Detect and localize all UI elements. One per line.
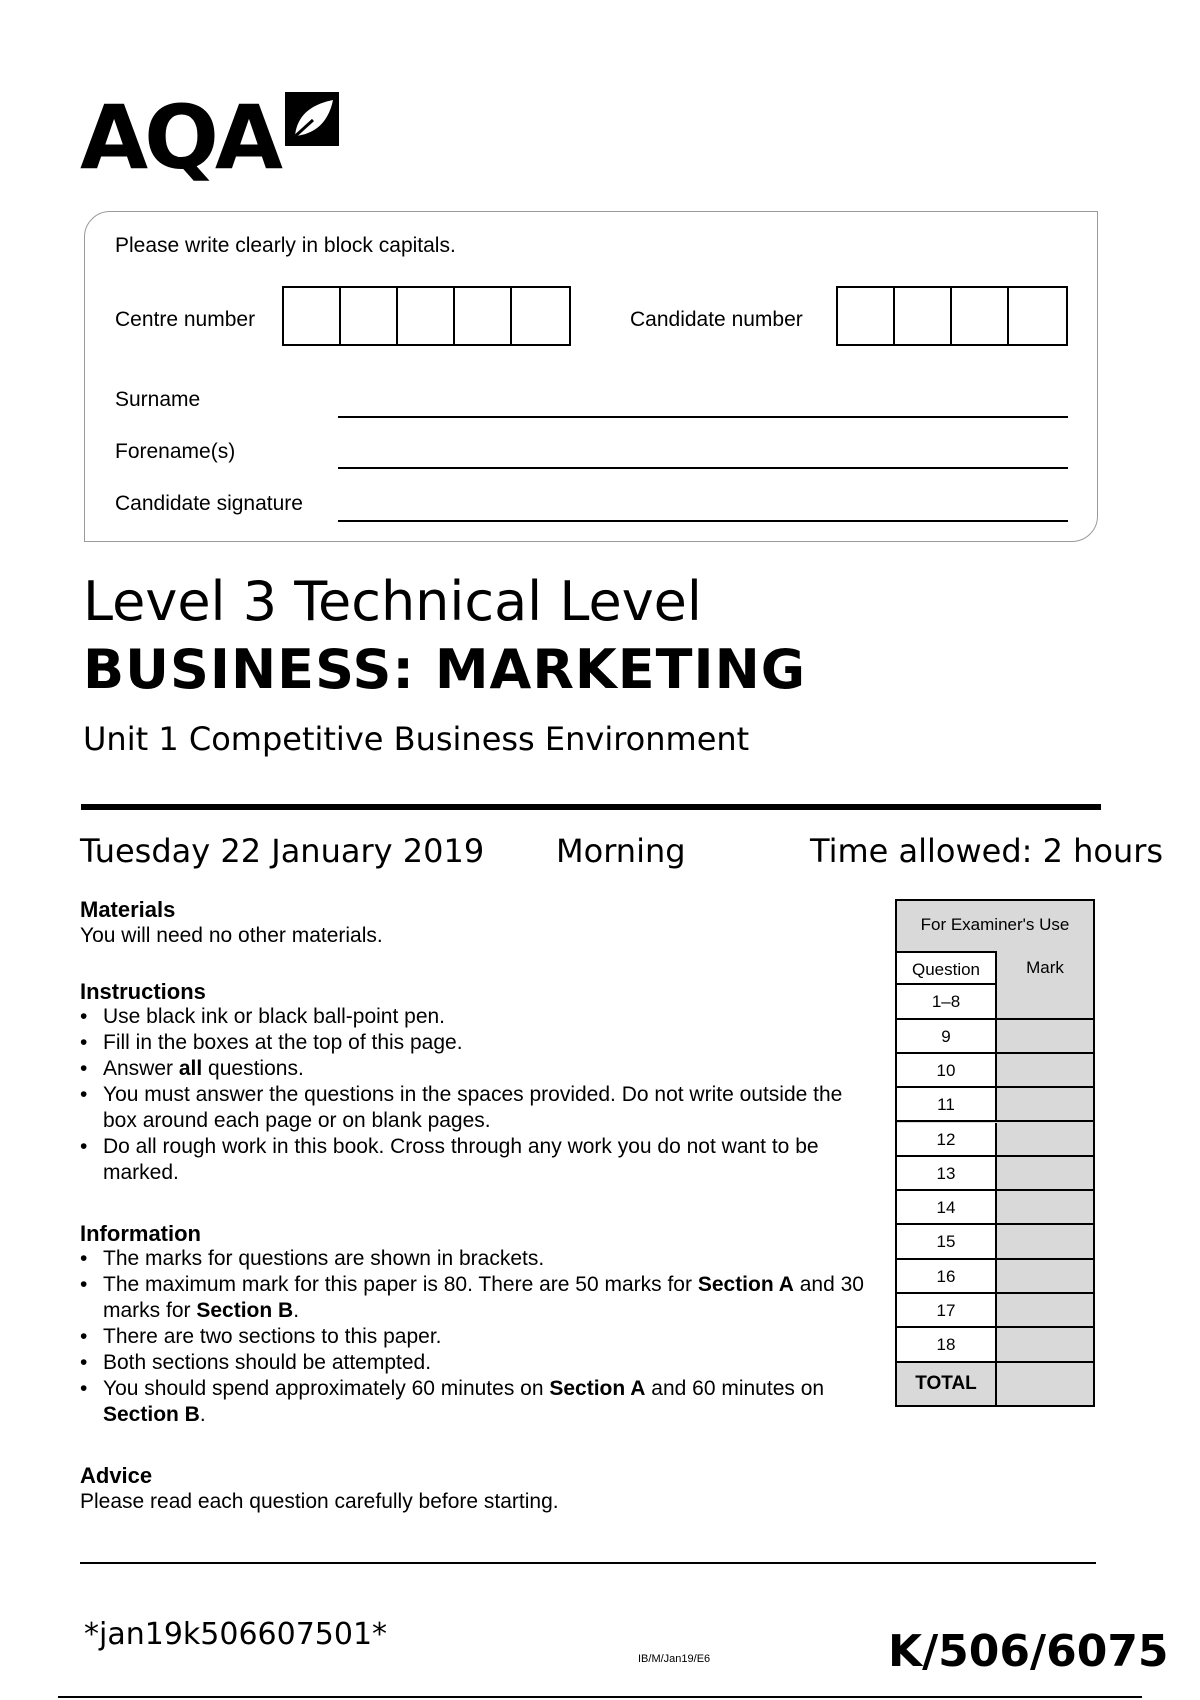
signature-field[interactable] [338, 520, 1068, 522]
surname-label: Surname [115, 388, 201, 411]
page-bottom-divider [58, 1696, 1142, 1698]
candidate-digit-box[interactable] [1009, 288, 1066, 344]
question-number-cell: 11 [897, 1088, 997, 1122]
barcode-text: *jan19k506607501* [84, 1617, 388, 1652]
question-number-cell: 12 [897, 1123, 997, 1157]
list-item: • The marks for questions are shown in brackets. [80, 1246, 880, 1272]
list-item: • You should spend approximately 60 minutes on Section A and 60 minutes on Section B. [80, 1376, 880, 1428]
mark-cell [997, 1020, 1093, 1054]
centre-digit-box[interactable] [284, 288, 341, 344]
question-number-cell: 15 [897, 1225, 997, 1259]
signature-label: Candidate signature [115, 492, 303, 515]
advice-text: Please read each question carefully before starting. [80, 1490, 559, 1513]
unit-title: Unit 1 Competitive Business Environment [83, 720, 750, 758]
candidate-digit-box[interactable] [838, 288, 895, 344]
candidate-number-boxes[interactable] [836, 286, 1068, 346]
time-allowed: Time allowed: 2 hours [810, 832, 1164, 870]
total-label: TOTAL [897, 1363, 997, 1405]
footer-divider [80, 1562, 1096, 1564]
list-item: • Fill in the boxes at the top of this page. [80, 1030, 880, 1056]
materials-text: You will need no other materials. [80, 924, 383, 947]
aqa-logo [80, 88, 342, 188]
centre-digit-box[interactable] [512, 288, 569, 344]
list-item: • Do all rough work in this book. Cross through any work you do not want to be marked. [80, 1134, 880, 1186]
examiner-use-table [895, 899, 1095, 1407]
instructions-list [80, 1004, 880, 1186]
question-number-cell: 13 [897, 1157, 997, 1191]
exam-date: Tuesday 22 January 2019 [80, 832, 485, 870]
centre-digit-box[interactable] [341, 288, 398, 344]
materials-heading: Materials [80, 897, 176, 922]
centre-digit-box[interactable] [398, 288, 455, 344]
question-column-header: Question [897, 951, 997, 985]
mark-cell [997, 1294, 1093, 1328]
advice-heading: Advice [80, 1463, 153, 1488]
list-item: • Both sections should be attempted. [80, 1350, 880, 1376]
qualification-level: Level 3 Technical Level [83, 570, 702, 633]
candidate-details-box [84, 211, 1098, 542]
question-number-cell: 16 [897, 1260, 997, 1294]
question-number-cell: 1–8 [897, 985, 997, 1019]
mark-cell [997, 1328, 1093, 1362]
mark-cell [997, 1123, 1093, 1157]
candidate-digit-box[interactable] [895, 288, 952, 344]
candidate-number-label: Candidate number [630, 308, 803, 331]
mark-cell [997, 1088, 1093, 1122]
list-item: • You must answer the questions in the spaces provided. Do not write outside the box around each page or on blank pages. [80, 1082, 880, 1134]
surname-field[interactable] [338, 416, 1068, 418]
question-number-cell: 14 [897, 1191, 997, 1225]
subject-title: BUSINESS: MARKETING [83, 638, 807, 701]
list-item: • There are two sections to this paper. [80, 1324, 880, 1350]
centre-number-label: Centre number [115, 308, 256, 331]
mark-cell [997, 1157, 1093, 1191]
block-capitals-instruction: Please write clearly in block capitals. [115, 234, 456, 257]
exam-session: Morning [556, 832, 686, 870]
mark-cell [997, 1260, 1093, 1294]
forename-label: Forename(s) [115, 440, 236, 463]
logo-text: AQA [80, 86, 280, 189]
forename-field[interactable] [338, 467, 1068, 469]
question-number-cell: 9 [897, 1020, 997, 1054]
centre-number-boxes[interactable] [282, 286, 571, 346]
mark-cell [997, 1054, 1093, 1088]
instructions-heading: Instructions [80, 979, 206, 1004]
mark-cell [997, 1225, 1093, 1259]
mark-cell [997, 985, 1093, 1019]
document-reference: IB/M/Jan19/E6 [638, 1653, 711, 1665]
examiner-table-title: For Examiner's Use [920, 915, 1070, 934]
list-item: • Use black ink or black ball-point pen. [80, 1004, 880, 1030]
mark-column-header: Mark [1026, 958, 1064, 977]
candidate-digit-box[interactable] [952, 288, 1009, 344]
paper-code: K/506/6075 [888, 1626, 1169, 1677]
information-list [80, 1246, 880, 1428]
question-number-cell: 18 [897, 1328, 997, 1362]
question-number-cell: 17 [897, 1294, 997, 1328]
mark-cell [997, 1191, 1093, 1225]
question-number-cell: 10 [897, 1054, 997, 1088]
centre-digit-box[interactable] [455, 288, 512, 344]
title-divider [81, 804, 1101, 810]
leaf-icon [283, 90, 341, 148]
list-item: • Answer all questions. [80, 1056, 880, 1082]
total-mark-cell [997, 1363, 1093, 1405]
information-heading: Information [80, 1221, 201, 1246]
list-item: • The maximum mark for this paper is 80. There are 50 marks for Section A and 30 marks for Section B. [80, 1272, 880, 1324]
